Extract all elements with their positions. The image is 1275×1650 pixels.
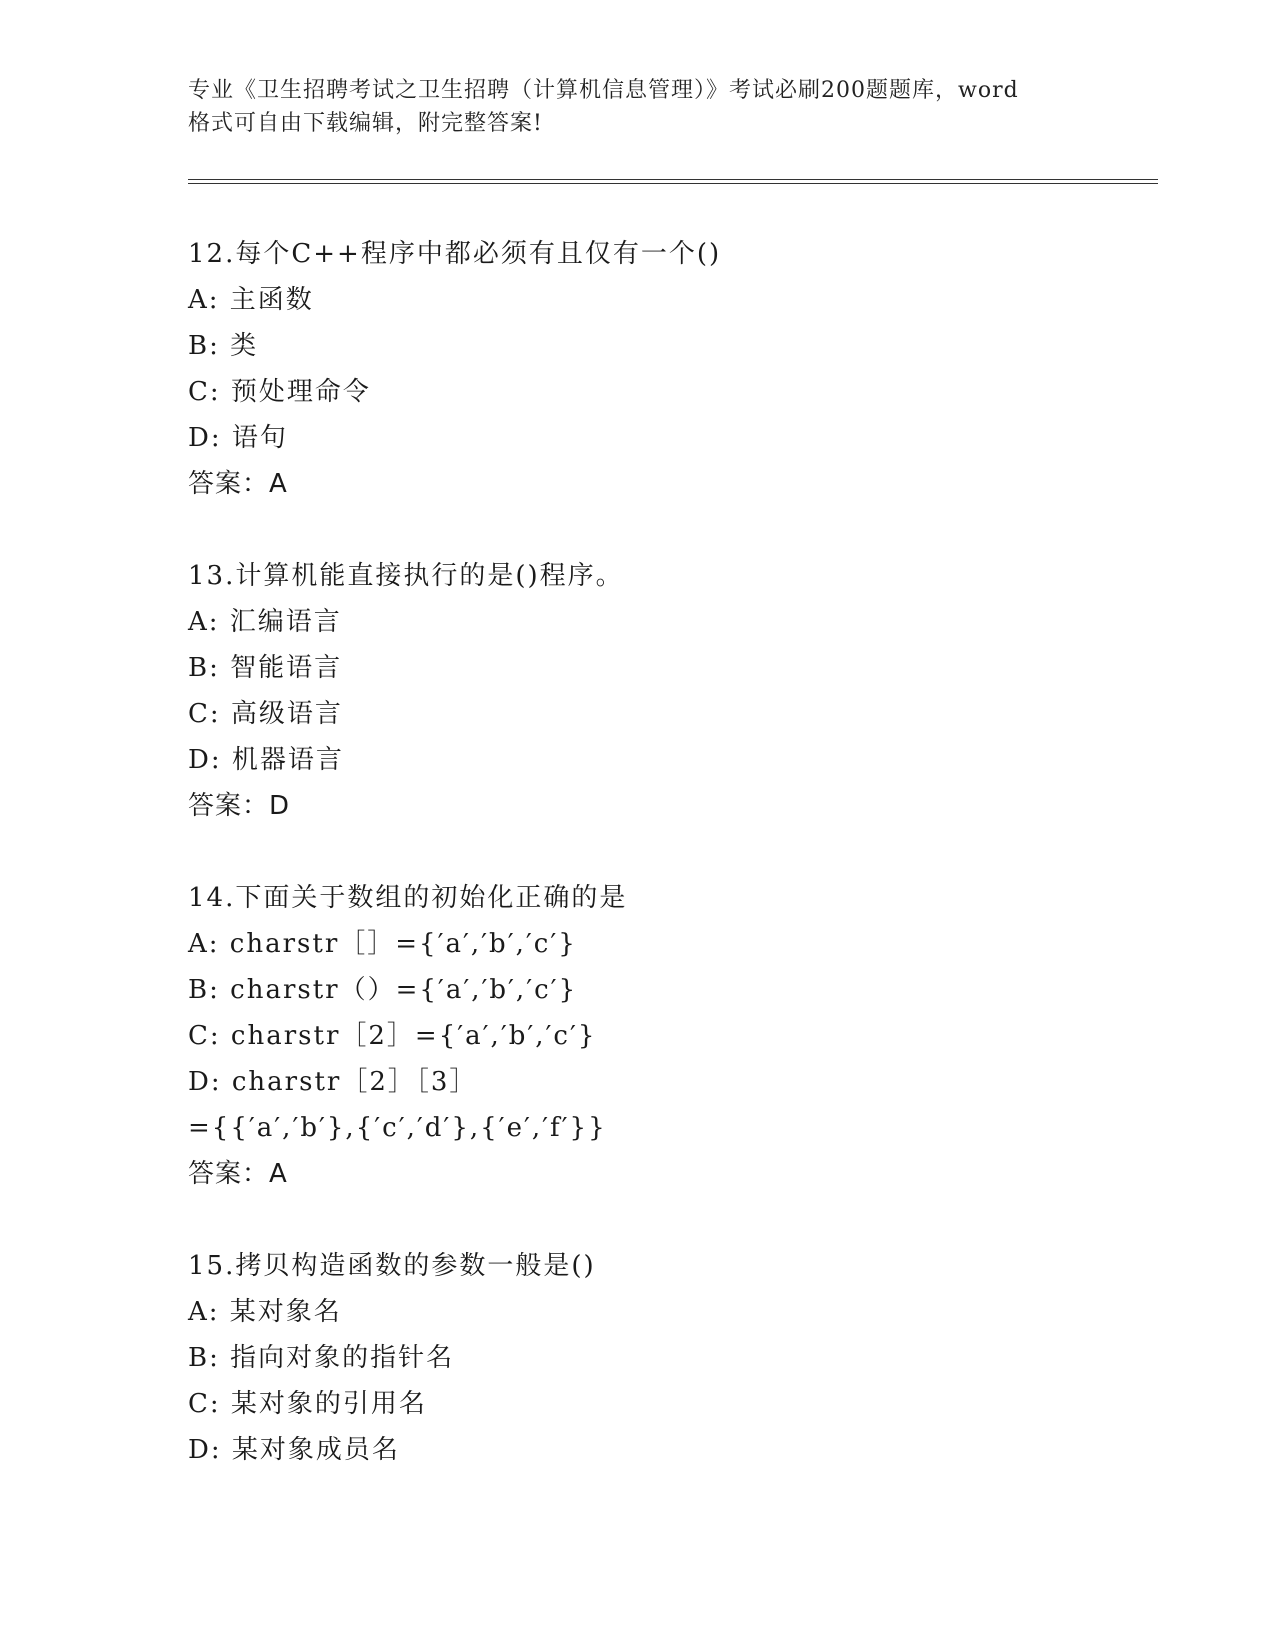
document-header [188,74,1088,140]
option-a: A: 某对象名 [188,1297,342,1327]
option-d-continued: ={{′a′,′b′},{′c′,′d′},{′e′,′f′}} [188,1113,607,1143]
question-stem: 14.下面关于数组的初始化正确的是 [188,883,628,913]
header-line-1: 专业《卫生招聘考试之卫生招聘（计算机信息管理）》考试必刷200题题库，word [188,78,1019,103]
option-b: B: 指向对象的指针名 [188,1343,455,1373]
option-b: B: 智能语言 [188,653,343,683]
option-c: C: 预处理命令 [188,377,371,407]
header-divider-bottom [188,183,1158,184]
option-a: A: 主函数 [188,285,314,315]
option-b: B: 类 [188,331,259,361]
question-15 [188,1243,1148,1473]
question-stem: 12.每个C++程序中都必须有且仅有一个() [188,239,722,269]
answer-line: 答案：A [188,1159,288,1189]
question-13 [188,553,1148,829]
option-d: D: 语句 [188,423,288,453]
question-14 [188,875,1148,1197]
answer-line: 答案：D [188,791,291,821]
question-stem: 15.拷贝构造函数的参数一般是() [188,1251,596,1281]
option-d: D: 机器语言 [188,745,344,775]
option-c: C: charstr［2］={′a′,′b′,′c′} [188,1021,597,1051]
answer-line: 答案：A [188,469,288,499]
option-b: B: charstr（）={′a′,′b′,′c′} [188,975,578,1005]
header-divider-top [188,179,1158,180]
option-d: D: charstr［2］［3］ [188,1067,478,1097]
option-a: A: charstr［］={′a′,′b′,′c′} [188,929,577,959]
option-d: D: 某对象成员名 [188,1435,400,1465]
option-c: C: 某对象的引用名 [188,1389,427,1419]
option-c: C: 高级语言 [188,699,343,729]
header-line-2: 格式可自由下载编辑，附完整答案! [188,111,543,136]
question-12 [188,231,1148,507]
option-a: A: 汇编语言 [188,607,342,637]
question-stem: 13.计算机能直接执行的是()程序。 [188,561,624,591]
